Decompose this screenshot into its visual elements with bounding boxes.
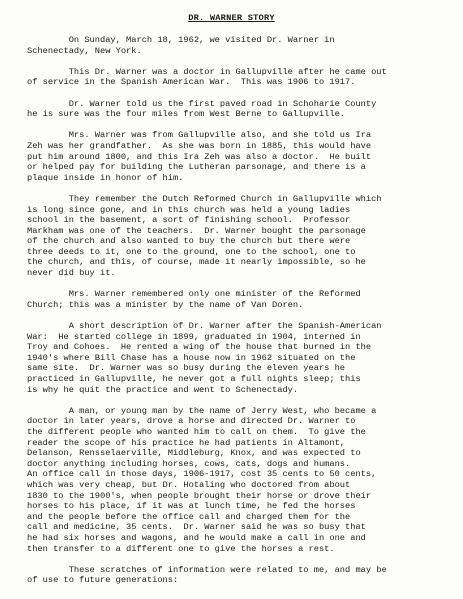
text-line: These scratches of information were related to me, and may be [27,564,387,575]
text-line: doctor in later years, drove a horse and directed Dr. Warner to [27,416,356,427]
paragraph [27,35,445,56]
paragraph [27,130,445,183]
paragraph [27,194,445,279]
text-line: War: He started college in 1899, graduated in 1904, interned in [27,331,361,342]
text-line: 1830 to the 1900's, when people brought their horse or drove their [27,490,372,501]
text-line: Delanson, Rensselaerville, Middleburg, Knox, and was expected to [27,448,361,459]
text-line: then transfer to a different one to give the horses a rest. [27,543,335,554]
text-line: doctor anything including horses, cows, cats, dogs and humans. [27,458,351,469]
text-line: plaque inside in honor of him. [27,172,184,183]
text-line: Mrs. Warner was from Gallupville also, and she told us Ira [27,130,372,141]
text-line: of service in the Spanish American War. This was 1906 to 1917. [27,77,356,88]
text-line: Church; this was a minister by the name of Van Doren. [27,299,304,310]
paragraph [27,99,445,120]
text-line: horses to his place, if it was at lunch time, he fed the horses [27,501,356,512]
paragraph [27,289,445,310]
text-line: and the people before the office call and charged them for the [27,511,351,522]
text-line: call and medicine, 35 cents. Dr. Warner said he was so busy that [27,522,366,533]
paragraph [27,321,445,395]
text-line: the church, and this, of course, made it nearly impossible, so he [27,257,366,268]
text-line: is why he quit the practice and went to Schenectady. [27,384,299,395]
text-line: reader the scope of his practice he had patients in Altamont, [27,437,346,448]
document-title: DR. WARNER STORY [188,13,275,23]
text-line: They remember the Dutch Reformed Church in Gallupville which [27,193,382,204]
paragraph [27,67,445,88]
text-line: This Dr. Warner was a doctor in Gallupville after he came out [27,66,387,77]
text-line: Markham was one of the teachers. Dr. Warner bought the parsonage [27,225,366,236]
paragraph [27,565,445,586]
text-line: Schenectady, New York. [27,45,142,56]
text-line: the different people who wanted him to call on them. To give the [27,426,366,437]
text-line: A man, or young man by the name of Jerry West, who became a [27,405,377,416]
paragraph [27,406,445,554]
text-line: of the church and also wanted to buy the church but there were [27,236,351,247]
text-line: he is sure was the four miles from West Berne to Gallupville. [27,109,346,120]
text-line: is long since gone, and in this church was held a young ladies [27,204,351,215]
text-line: same site. Dr. Warner was so busy during the eleven years he [27,363,346,374]
document-body [27,35,445,596]
text-line: practiced in Gallupville, he never got a full nights sleep; this [27,374,361,384]
text-line: put him around 1800, and this Ira Zeh was also a doctor. He built [27,151,372,162]
text-line: On Sunday, March 18, 1962, we visited Dr. Warner in [27,35,335,45]
text-line: Mrs. Warner remembered only one minister of the Reformed [27,289,361,300]
text-line: of use to future generations: [27,575,179,586]
text-line: An office call in those days, 1906-1917, cost 35 cents to 50 cents, [27,469,377,480]
text-line: he had six horses and wagons, and he would make a call in one and [27,532,366,543]
text-line: A short description of Dr. Warner after the Spanish-American [27,321,382,332]
text-line: Zeh was her grandfather. As she was born in 1885, this would have [27,140,372,151]
text-line: Troy and Cohoes. He rented a wing of the house that burned in the [27,342,372,353]
text-line: 1940's where Bill Chase has a house now in 1962 situated on the [27,352,356,363]
text-line: never did buy it. [27,268,116,279]
text-line: school in the basement, a sort of finishing school. Professor [27,215,351,226]
text-line: Dr. Warner told us the first paved road in Schoharie County [27,98,377,109]
text-line: which was very cheap, but Dr. Hotaling who doctored from about [27,479,351,490]
text-line: or helped pay for building the Lutheran parsonage, and there is a [27,162,366,173]
text-line: three deeds to it, one to the ground, one to the school, one to [27,246,356,257]
